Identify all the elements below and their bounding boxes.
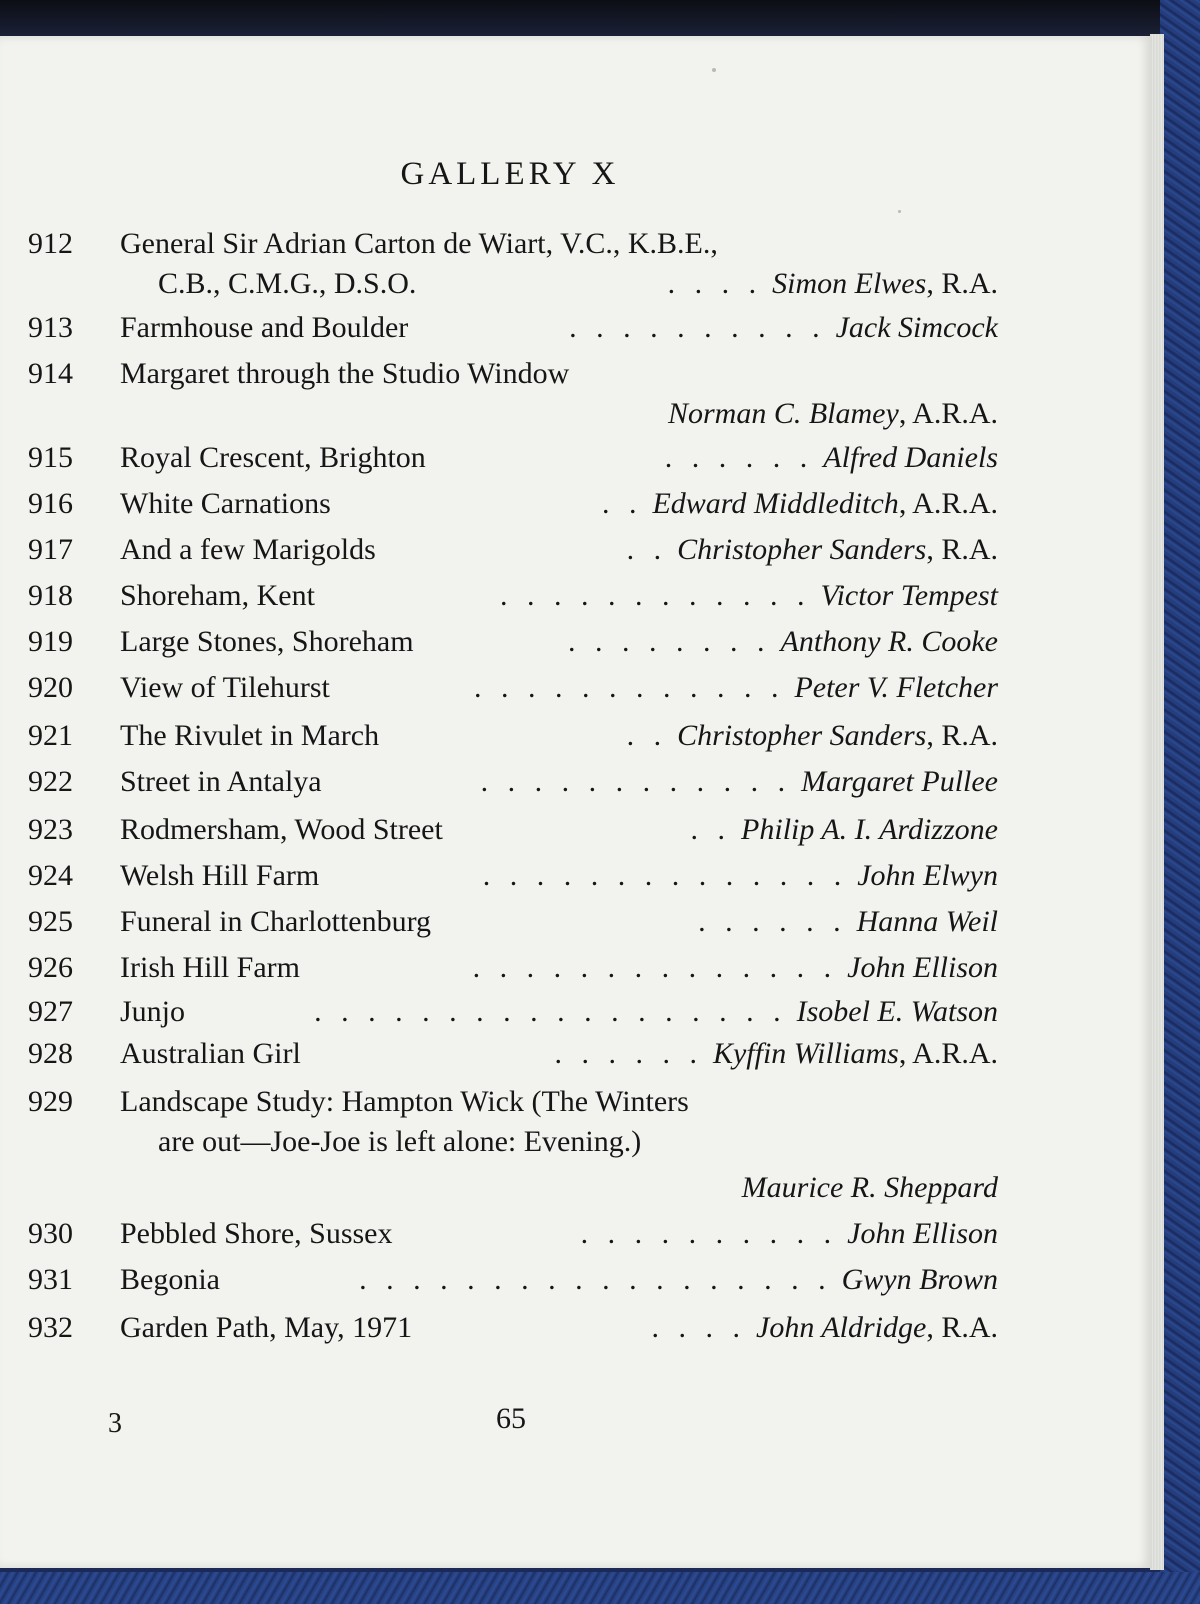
entry-number: 926 — [28, 951, 73, 984]
dot-leader: . . . . . . — [554, 1037, 703, 1070]
artist-name: Simon Elwes — [772, 267, 927, 300]
artist-name: Alfred Daniels — [823, 441, 998, 474]
artist-name: Gwyn Brown — [841, 1263, 998, 1296]
artist-name: Jack Simcock — [835, 311, 998, 344]
entry-title: Royal Crescent, Brighton — [120, 441, 426, 474]
entry-attribution — [691, 812, 998, 848]
entry-attribution — [627, 532, 998, 568]
gallery-heading: GALLERY X — [400, 156, 620, 192]
entry-title: The Rivulet in March — [120, 719, 380, 752]
entry-number: 912 — [28, 227, 73, 260]
artist-honours: , A.R.A. — [898, 1037, 998, 1070]
entry-number: 931 — [28, 1263, 73, 1296]
artist-name: Kyffin Williams — [712, 1037, 899, 1070]
page-number: 65 — [496, 1402, 526, 1435]
entry-number: 919 — [28, 625, 73, 658]
dot-leader: . . . . . . . . . . . . . . — [472, 951, 838, 984]
dot-leader: . . . . . . . . . . . . . . — [482, 859, 848, 892]
entry-attribution — [569, 310, 998, 346]
entry-title: Landscape Study: Hampton Wick (The Winters — [120, 1085, 689, 1118]
catalogue-page — [0, 36, 1152, 1568]
entry-title: Funeral in Charlottenburg — [120, 905, 432, 938]
dot-leader: . . . . . . . . . . . . — [473, 671, 785, 704]
entry-title: Shoreham, Kent — [120, 579, 315, 612]
entry-number: 915 — [28, 441, 73, 474]
entry-number: 916 — [28, 487, 73, 520]
artist-name: Anthony R. Cooke — [780, 625, 998, 658]
dot-leader: . . . . . . . . . . — [569, 311, 826, 344]
artist-name: Norman C. Blamey — [667, 397, 899, 430]
artist-name: Peter V. Fletcher — [794, 671, 998, 704]
entry-number: 932 — [28, 1311, 73, 1344]
entry-title: Rodmersham, Wood Street — [120, 813, 443, 846]
entry-attribution — [481, 764, 998, 800]
entry-attribution — [554, 1036, 998, 1072]
dot-leader: . . . . . . . . . . . . — [500, 579, 811, 612]
dot-leader: . . — [690, 813, 732, 846]
artist-name: Christopher Sanders — [677, 533, 927, 566]
entry-title: Farmhouse and Boulder — [120, 311, 409, 344]
signature-mark: 3 — [108, 1408, 122, 1439]
artist-name: John Aldridge — [756, 1311, 927, 1344]
entry-number: 913 — [28, 311, 73, 344]
entry-number: 923 — [28, 813, 73, 846]
entry-title: Margaret through the Studio Window — [120, 357, 570, 390]
entry-attribution — [568, 624, 998, 660]
dot-leader: . . . . . . . . . . . . . . . . . . — [359, 1263, 832, 1296]
entry-title: Welsh Hill Farm — [120, 859, 320, 892]
artist-honours: , R.A. — [926, 267, 998, 300]
entry-attribution — [665, 440, 998, 476]
dot-leader: . . — [601, 487, 643, 520]
entry-attribution — [483, 858, 998, 894]
artist-name: Isobel E. Watson — [796, 995, 998, 1028]
book-cover-top — [0, 0, 1200, 38]
entry-number: 922 — [28, 765, 73, 798]
entry-number: 924 — [28, 859, 73, 892]
entry-number: 925 — [28, 905, 73, 938]
entry-number: 927 — [28, 995, 73, 1028]
entry-title-continued: C.B., C.M.G., D.S.O. — [158, 267, 417, 300]
entry-attribution — [359, 1262, 998, 1298]
entry-number: 917 — [28, 533, 73, 566]
entry-title: Australian Girl — [120, 1037, 301, 1070]
entry-attribution — [473, 950, 998, 986]
entry-attribution — [668, 266, 998, 302]
dot-leader: . . . . . . . . . . — [580, 1217, 838, 1250]
entry-attribution — [658, 396, 998, 432]
book-cover-spine-edge — [1160, 0, 1200, 1604]
entry-title: Pebbled Shore, Sussex — [120, 1217, 393, 1250]
entry-title: Irish Hill Farm — [120, 951, 300, 984]
entry-attribution — [732, 1170, 998, 1206]
dot-leader: . . . . — [651, 1311, 747, 1344]
dot-leader: . . — [626, 719, 668, 752]
entry-number: 928 — [28, 1037, 73, 1070]
entry-attribution — [474, 670, 998, 706]
entry-title: And a few Marigolds — [120, 533, 376, 566]
entry-number: 929 — [28, 1085, 73, 1118]
entry-attribution — [500, 578, 998, 614]
artist-honours: , A.R.A. — [898, 397, 998, 430]
entry-number: 930 — [28, 1217, 73, 1250]
dot-leader: . . . . . . . . — [568, 625, 771, 658]
entry-number: 921 — [28, 719, 73, 752]
dot-leader: . . . . — [667, 267, 763, 300]
artist-honours: , R.A. — [926, 719, 998, 752]
entry-number: 920 — [28, 671, 73, 704]
artist-name: Victor Tempest — [820, 579, 998, 612]
entry-attribution — [698, 904, 998, 940]
artist-name: Edward Middleditch — [652, 487, 899, 520]
artist-name: Hanna Weil — [856, 905, 998, 938]
entry-title-continued: are out—Joe-Joe is left alone: Evening.) — [158, 1125, 642, 1158]
entry-title: View of Tilehurst — [120, 671, 330, 704]
entry-number: 918 — [28, 579, 73, 612]
entry-title: White Carnations — [120, 487, 331, 520]
entry-title: General Sir Adrian Carton de Wiart, V.C., K.B.E., — [120, 227, 718, 260]
artist-name: Christopher Sanders — [677, 719, 927, 752]
artist-name: Philip A. I. Ardizzone — [741, 813, 998, 846]
dot-leader: . . . . . . . . . . . . — [480, 765, 792, 798]
entry-attribution — [602, 486, 998, 522]
entry-attribution — [652, 1310, 998, 1346]
artist-name: John Ellison — [847, 1217, 998, 1250]
book-cover-bottom — [0, 1572, 1200, 1604]
dot-leader: . . — [626, 533, 668, 566]
dot-leader: . . . . . . — [698, 905, 847, 938]
artist-honours: , R.A. — [926, 1311, 998, 1344]
entry-number: 914 — [28, 357, 73, 390]
artist-name: John Elwyn — [857, 859, 998, 892]
artist-honours: , R.A. — [926, 533, 998, 566]
dot-leader: . . . . . . — [664, 441, 814, 474]
entry-attribution — [314, 994, 998, 1030]
entry-title: Begonia — [120, 1263, 220, 1296]
artist-name: Maurice R. Sheppard — [741, 1171, 998, 1204]
entry-title: Junjo — [120, 995, 186, 1028]
artist-name: John Ellison — [847, 951, 998, 984]
artist-honours: , A.R.A. — [898, 487, 998, 520]
entry-attribution — [627, 718, 998, 754]
dot-leader: . . . . . . . . . . . . . . . . . . — [314, 995, 787, 1028]
artist-name: Margaret Pullee — [801, 765, 998, 798]
entry-title: Large Stones, Shoreham — [120, 625, 414, 658]
entry-attribution — [581, 1216, 998, 1252]
entry-title: Street in Antalya — [120, 765, 322, 798]
entry-title: Garden Path, May, 1971 — [120, 1311, 413, 1344]
page-edges — [1150, 34, 1164, 1570]
catalogue-entries — [0, 36, 1152, 1568]
